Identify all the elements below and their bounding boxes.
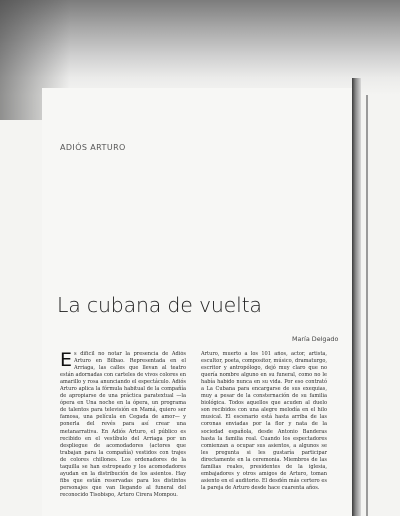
drop-cap: E bbox=[60, 351, 73, 371]
section-kicker: ADIÓS ARTURO bbox=[60, 143, 126, 152]
body-column-right bbox=[201, 351, 327, 516]
body-column-left bbox=[60, 351, 186, 516]
page-edge bbox=[366, 95, 368, 516]
book-spine-shadow bbox=[352, 78, 361, 516]
article-author: María Delgado bbox=[292, 335, 339, 343]
article-title: La cubana de vuelta bbox=[57, 293, 262, 317]
body-text-left: s difícil no notar la presencia de Adiós Arturo en Bilbao. Representada en el Arriaga, las calles que llevan al teatro están adornadas con carteles de vivos colores en amarillo y rosa anunciando el espectáculo. Adiós Arturo aplica la fórmula habitual de la compañía de apropiarse de una práctica paratextual —la ópera en Una noche en la ópera, un programa de talentos para televisión en Mamá, quiero ser famosa, una película en Cegada de amor— y ponerla del revés para así crear una metanarrativa. En Adiós Arturo, el público es recibido en el vestíbulo del Arriaga por un despliegue de acomodadores (actores que trabajan para la compañía) vestidos con trajes de colores chillones. Los ordenadores de la taquilla se han estropeado y los acomodadores ayudan en la distribución de los asientos. Hay fibs que están reservadas para los distintos personajes que van llegando al funeral del reconocido Tisobispo, Arturo Cirera Mompou. bbox=[60, 351, 186, 498]
body-text-right: Arturo, muerto a los 101 años, actor, artista, escultor, poeta, compositor, músico, dramaturgo, escritor y antropólogo, dejó muy claro que no quería nombre alguno en su funeral, como no le había habido nunca en su vida. Por eso contrató a La Cubana para encargarse de sus exequias, muy a pesar de la consternación de su familia biológica. Todos aquellos que acuden al duelo son recibidos con una alegre melodía en el hilo musical. El escenario está hasta arriba de las coronas enviadas por la flor y nata de la sociedad española, desde Antonio Banderas hasta la familia real. Cuando los espectadores comienzan a ocupar sus asientos, a algunos se les pregunta si les gustaría participar directamente en la ceremonia. Miembros de las familias reales, presidentes de la iglesia, embajadores y otros amigos de Arturo, toman asiento en el auditorio. El desdén más certero es la pareja de Arturo desde hace cuarenta años. bbox=[201, 351, 327, 491]
